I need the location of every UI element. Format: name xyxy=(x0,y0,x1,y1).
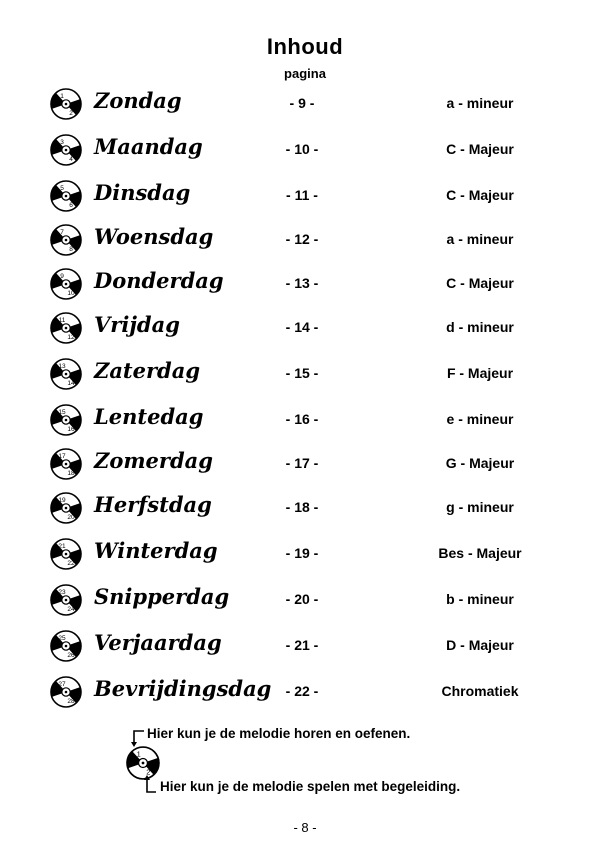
track-number: 8 xyxy=(69,246,73,253)
track-number: 11 xyxy=(58,317,66,324)
legend-line-play: Hier kun je de melodie spelen met begeleiding. xyxy=(160,779,461,794)
track-number: 13 xyxy=(58,363,66,370)
page-column-heading: pagina xyxy=(284,66,326,81)
page-ref: - 9 - xyxy=(289,95,315,111)
contents-row xyxy=(0,310,610,350)
track-number: 1 xyxy=(136,749,141,759)
day-title: Lentedag xyxy=(94,404,204,429)
day-title: Donderdag xyxy=(94,268,224,293)
cd-disc-icon xyxy=(50,224,82,256)
key-signature: e - mineur xyxy=(446,411,514,427)
day-title: Winterdag xyxy=(94,538,218,563)
contents-row xyxy=(0,356,610,396)
day-title: Vrijdag xyxy=(94,312,180,337)
page-ref: - 19 - xyxy=(285,545,319,561)
page-number: - 8 - xyxy=(293,820,317,835)
day-title: Dinsdag xyxy=(94,180,191,205)
cd-disc-icon xyxy=(50,492,82,524)
day-title: Verjaardag xyxy=(94,630,222,655)
day-title: Woensdag xyxy=(94,224,214,249)
page-ref: - 12 - xyxy=(285,231,319,247)
day-title: Zomerdag xyxy=(94,448,213,473)
key-signature: F - Majeur xyxy=(446,365,514,381)
key-signature: C - Majeur xyxy=(446,275,514,291)
track-number: 5 xyxy=(60,185,64,192)
track-number: 18 xyxy=(67,470,75,477)
day-title: Maandag xyxy=(94,134,203,159)
cd-disc-icon xyxy=(50,312,82,344)
track-number: 24 xyxy=(67,606,75,613)
page-title: Inhoud xyxy=(266,34,344,59)
page-ref: - 15 - xyxy=(285,365,319,381)
page-ref: - 14 - xyxy=(285,319,319,335)
contents-row xyxy=(0,628,610,668)
track-number: 2 xyxy=(146,767,151,777)
contents-row xyxy=(0,402,610,442)
day-title: Zaterdag xyxy=(94,358,201,383)
track-number: 2 xyxy=(69,110,73,117)
cd-disc-icon xyxy=(50,88,82,120)
track-number: 4 xyxy=(69,156,73,163)
contents-row xyxy=(0,222,610,262)
cd-disc-icon xyxy=(50,538,82,570)
bent-arrow-icon xyxy=(131,728,145,748)
key-signature: G - Majeur xyxy=(445,455,515,471)
contents-row xyxy=(0,86,610,126)
track-number: 3 xyxy=(60,139,64,146)
track-number: 17 xyxy=(58,453,66,460)
page-ref: - 16 - xyxy=(285,411,319,427)
key-signature: C - Majeur xyxy=(446,141,514,157)
page-ref: - 10 - xyxy=(285,141,319,157)
contents-row xyxy=(0,446,610,486)
track-number: 12 xyxy=(67,334,75,341)
day-title: Herfstdag xyxy=(94,492,212,517)
track-number: 10 xyxy=(67,290,75,297)
key-signature: D - Majeur xyxy=(446,637,514,653)
track-number: 25 xyxy=(58,635,66,642)
cd-disc-icon xyxy=(50,404,82,436)
page-ref: - 21 - xyxy=(285,637,319,653)
track-number: 19 xyxy=(58,497,66,504)
track-number: 16 xyxy=(67,426,75,433)
page-ref: - 20 - xyxy=(285,591,319,607)
bent-arrow-icon xyxy=(143,774,157,796)
page-ref: - 11 - xyxy=(286,187,318,203)
key-signature: b - mineur xyxy=(446,591,514,607)
contents-row xyxy=(0,178,610,218)
page-ref: - 13 - xyxy=(285,275,319,291)
contents-row xyxy=(0,490,610,530)
track-number: 6 xyxy=(69,202,73,209)
track-number: 1 xyxy=(60,93,64,100)
track-number: 27 xyxy=(58,681,66,688)
page-ref: - 22 - xyxy=(285,683,319,699)
day-title: Bevrijdingsdag xyxy=(94,676,272,701)
key-signature: Chromatiek xyxy=(441,683,519,699)
cd-disc-icon xyxy=(50,630,82,662)
key-signature: d - mineur xyxy=(446,319,514,335)
track-number: 20 xyxy=(67,514,75,521)
legend-line-listen: Hier kun je de melodie horen en oefenen. xyxy=(147,726,411,741)
key-signature: a - mineur xyxy=(446,231,514,247)
track-number: 9 xyxy=(60,273,64,280)
key-signature: Bes - Majeur xyxy=(438,545,522,561)
track-number: 15 xyxy=(58,409,66,416)
cd-disc-icon xyxy=(50,584,82,616)
key-signature: g - mineur xyxy=(446,499,514,515)
key-signature: C - Majeur xyxy=(446,187,514,203)
cd-disc-icon xyxy=(50,448,82,480)
track-number: 28 xyxy=(67,698,75,705)
track-number: 26 xyxy=(67,652,75,659)
track-number: 23 xyxy=(58,589,66,596)
contents-row xyxy=(0,582,610,622)
cd-disc-icon xyxy=(50,134,82,166)
cd-disc-icon xyxy=(50,180,82,212)
track-number: 22 xyxy=(67,560,75,567)
day-title: Zondag xyxy=(94,88,182,113)
contents-row xyxy=(0,536,610,576)
cd-disc-icon xyxy=(50,676,82,708)
cd-disc-icon xyxy=(50,358,82,390)
page-ref: - 17 - xyxy=(285,455,319,471)
page-ref: - 18 - xyxy=(285,499,319,515)
cd-disc-icon xyxy=(50,268,82,300)
day-title: Snipperdag xyxy=(94,584,230,609)
key-signature: a - mineur xyxy=(446,95,514,111)
contents-row xyxy=(0,266,610,306)
contents-row xyxy=(0,132,610,172)
track-number: 21 xyxy=(58,543,66,550)
track-number: 14 xyxy=(67,380,75,387)
contents-row xyxy=(0,674,610,714)
track-number: 7 xyxy=(60,229,64,236)
